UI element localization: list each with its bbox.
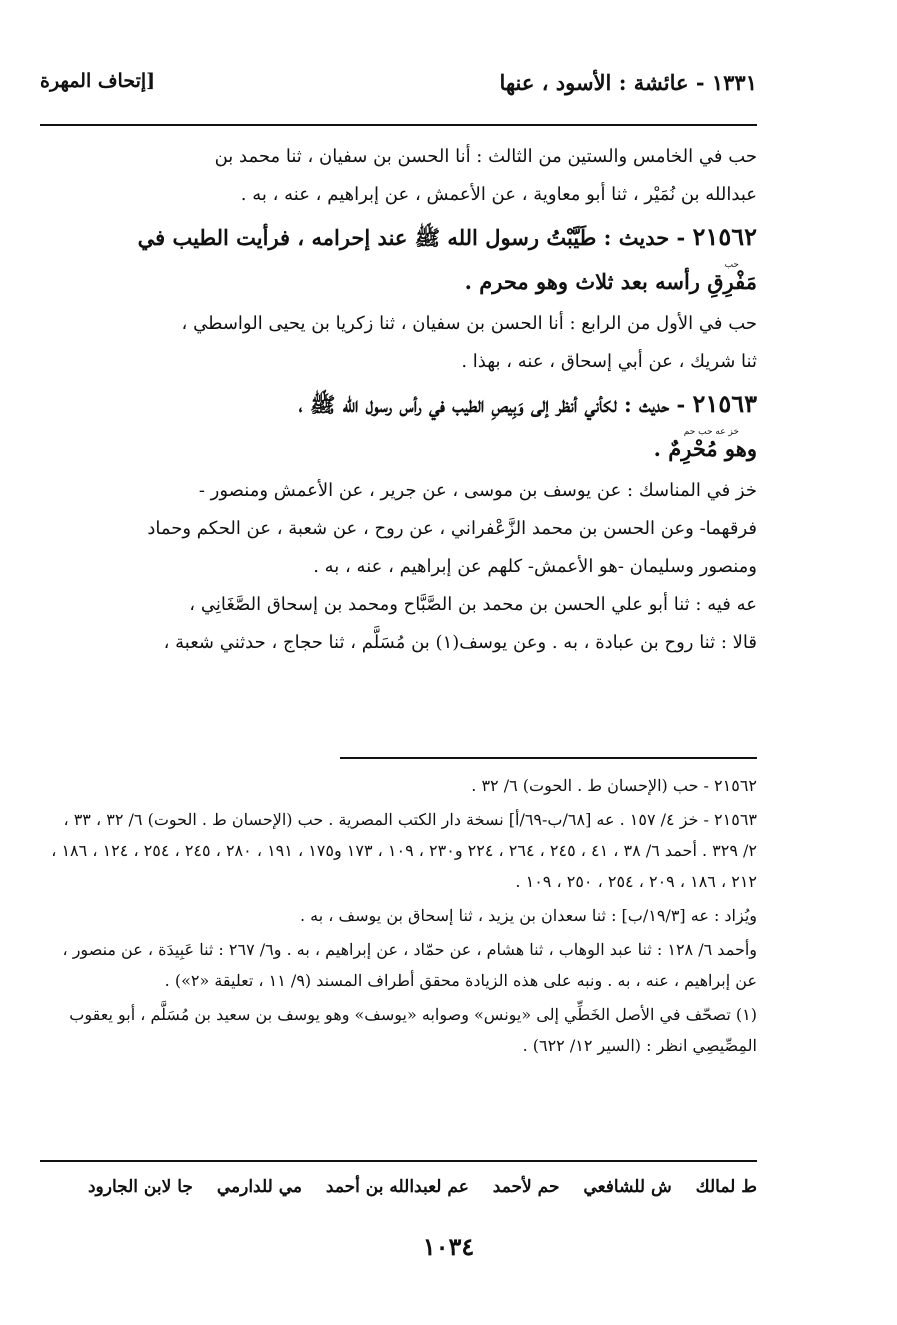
footnote-21563: ٢١٥٦٣ - خز ٤/ ١٥٧ . عه [٦٨/ب-٦٩/أ] نسخة دار الكتب المصرية . حب (الإحسان ط . الحوت) ٦/ ٣٢ ، ٣٣ ، ٢/ ٣٢٩ . أحمد ٦/ ٣٨ ، ٤١ ، ٢٤٥ ، ٢٦٤ ، ٢٢٤ و٢٣٠ ، ١٠٩ ، ١٧٣ و١٧٥ ، ١٩١ ، ٢٨٠ ، ٢٤٥ ، ٢٥٤ ، ١٢٤ ، ١٨٦ ، ٢١٢ ، ١٨٦ ، ٢٠٩ ، ٢٥٤ ، ٢٥٠ ، ١٠٩ .	[51, 810, 757, 891]
siglum-shafii: ش للشافعي	[583, 1177, 672, 1197]
text-line: فرقهما- وعن الحسن بن محمد الزَّعْفراني ، عن روح ، عن شعبة ، عن الحكم وحماد	[147, 518, 757, 539]
siglum-ibn-jarud: جا لابن الجارود	[87, 1177, 193, 1197]
text-line: حب في الخامس والستين من الثالث : أنا الحسن بن سفيان ، ثنا محمد بن	[214, 146, 757, 167]
hadith-text-line: مَفْرِقِ رأسه بعد ثلاث وهو محرم .	[464, 269, 757, 294]
hadith-text-line: وهو مُحْرِمٌ .	[653, 436, 757, 461]
text-line: ثنا شريك ، عن أبي إسحاق ، عنه ، بهذا .	[461, 351, 757, 372]
footnote-addition: ويُزاد : عه [١٩/٣/ب] : ثنا سعدان بن يزيد ، ثنا إسحاق بن يوسف ، به .	[300, 906, 757, 925]
paragraph-ibn-khuzayma	[45, 472, 757, 586]
hadith-21563	[45, 383, 757, 470]
paragraph-intro	[45, 138, 757, 214]
main-text	[45, 138, 757, 662]
page-number: ١٠٣٤	[422, 1232, 475, 1261]
hadith-21562	[45, 216, 757, 303]
hadith-number: ٢١٥٦٣	[692, 389, 757, 418]
sigla-rule	[40, 1160, 757, 1162]
text-line: خز في المناسك : عن يوسف بن موسى ، عن جرير ، عن الأعمش ومنصور -	[198, 480, 757, 501]
footnote-21562: ٢١٥٦٢ - حب (الإحسان ط . الحوت) ٦/ ٣٢ .	[471, 776, 757, 795]
hadith-number: ٢١٥٦٢	[692, 222, 757, 251]
hadith-text-line: - حديث : لكأني أنظر إلى وَبِيصِ الطيب في رأس رسول الله ﷺ ،	[298, 392, 686, 417]
text-line: حب في الأول من الرابع : أنا الحسن بن سفيان ، ثنا زكريا بن يحيى الواسطي ،	[181, 313, 757, 334]
footnotes	[45, 770, 757, 1064]
header-book-title: [إتحاف المهرة	[40, 70, 156, 92]
paragraph-abu-awana	[45, 586, 757, 662]
text-line: عه فيه : ثنا أبو علي الحسن بن محمد بن الصَّبَّاح ومحمد بن إسحاق الصَّغَانِي ،	[189, 594, 757, 615]
source-marks: خز عه حب حم	[683, 427, 739, 437]
header-title: ١٣٣١ - عائشة : الأسود ، عنها	[499, 70, 757, 95]
footnote-ahmad: وأحمد ٦/ ١٢٨ : ثنا عبد الوهاب ، ثنا هشام ، عن حمّاد ، عن إبراهيم ، به . و٦/ ٢٦٧ : ثنا عَبِيدَة ، عن منصور ، عن إبراهيم ، عنه ، به . ونبه على هذه الزيادة محقق أطراف المسند (٩/ ١١ ، تعليقة «٢») .	[62, 940, 757, 990]
footnote-1: (١) تصحّف في الأصل الخَطِّي إلى «يونس» وصوابه «يوسف» وهو يوسف بن سعيد بن مُسَلَّم ، أبو يعقوب المِصِّيصِي انظر : (السير ١٢/ ٦٢٢) .	[69, 1005, 757, 1055]
footnote-rule	[340, 757, 757, 759]
header-rule	[40, 124, 757, 126]
text-line: قالا : ثنا روح بن عبادة ، به . وعن يوسف(١) بن مُسَلَّم ، ثنا حجاج ، حدثني شعبة ،	[163, 632, 757, 653]
siglum-malik: ط لمالك	[695, 1177, 757, 1197]
text-line: ومنصور وسليمان -هو الأعمش- كلهم عن إبراهيم ، عنه ، به .	[313, 556, 757, 577]
hadith-text-line: - حديث : طَيَّبْتُ رسول الله ﷺ عند إحرامه ، فرأيت الطيب في	[137, 225, 686, 250]
text-line: عبدالله بن نُمَيْر ، ثنا أبو معاوية ، عن الأعمش ، عن إبراهيم ، عنه ، به .	[240, 184, 757, 205]
paragraph-ibn-hibban	[45, 305, 757, 381]
running-header	[40, 70, 757, 110]
sigla-legend	[40, 1177, 757, 1197]
siglum-abdullah: عم لعبدالله بن أحمد	[325, 1177, 469, 1197]
source-mark: حب	[724, 260, 739, 270]
siglum-darimi: مي للدارمي	[216, 1177, 302, 1197]
siglum-ahmad: حم لأحمد	[492, 1177, 560, 1197]
